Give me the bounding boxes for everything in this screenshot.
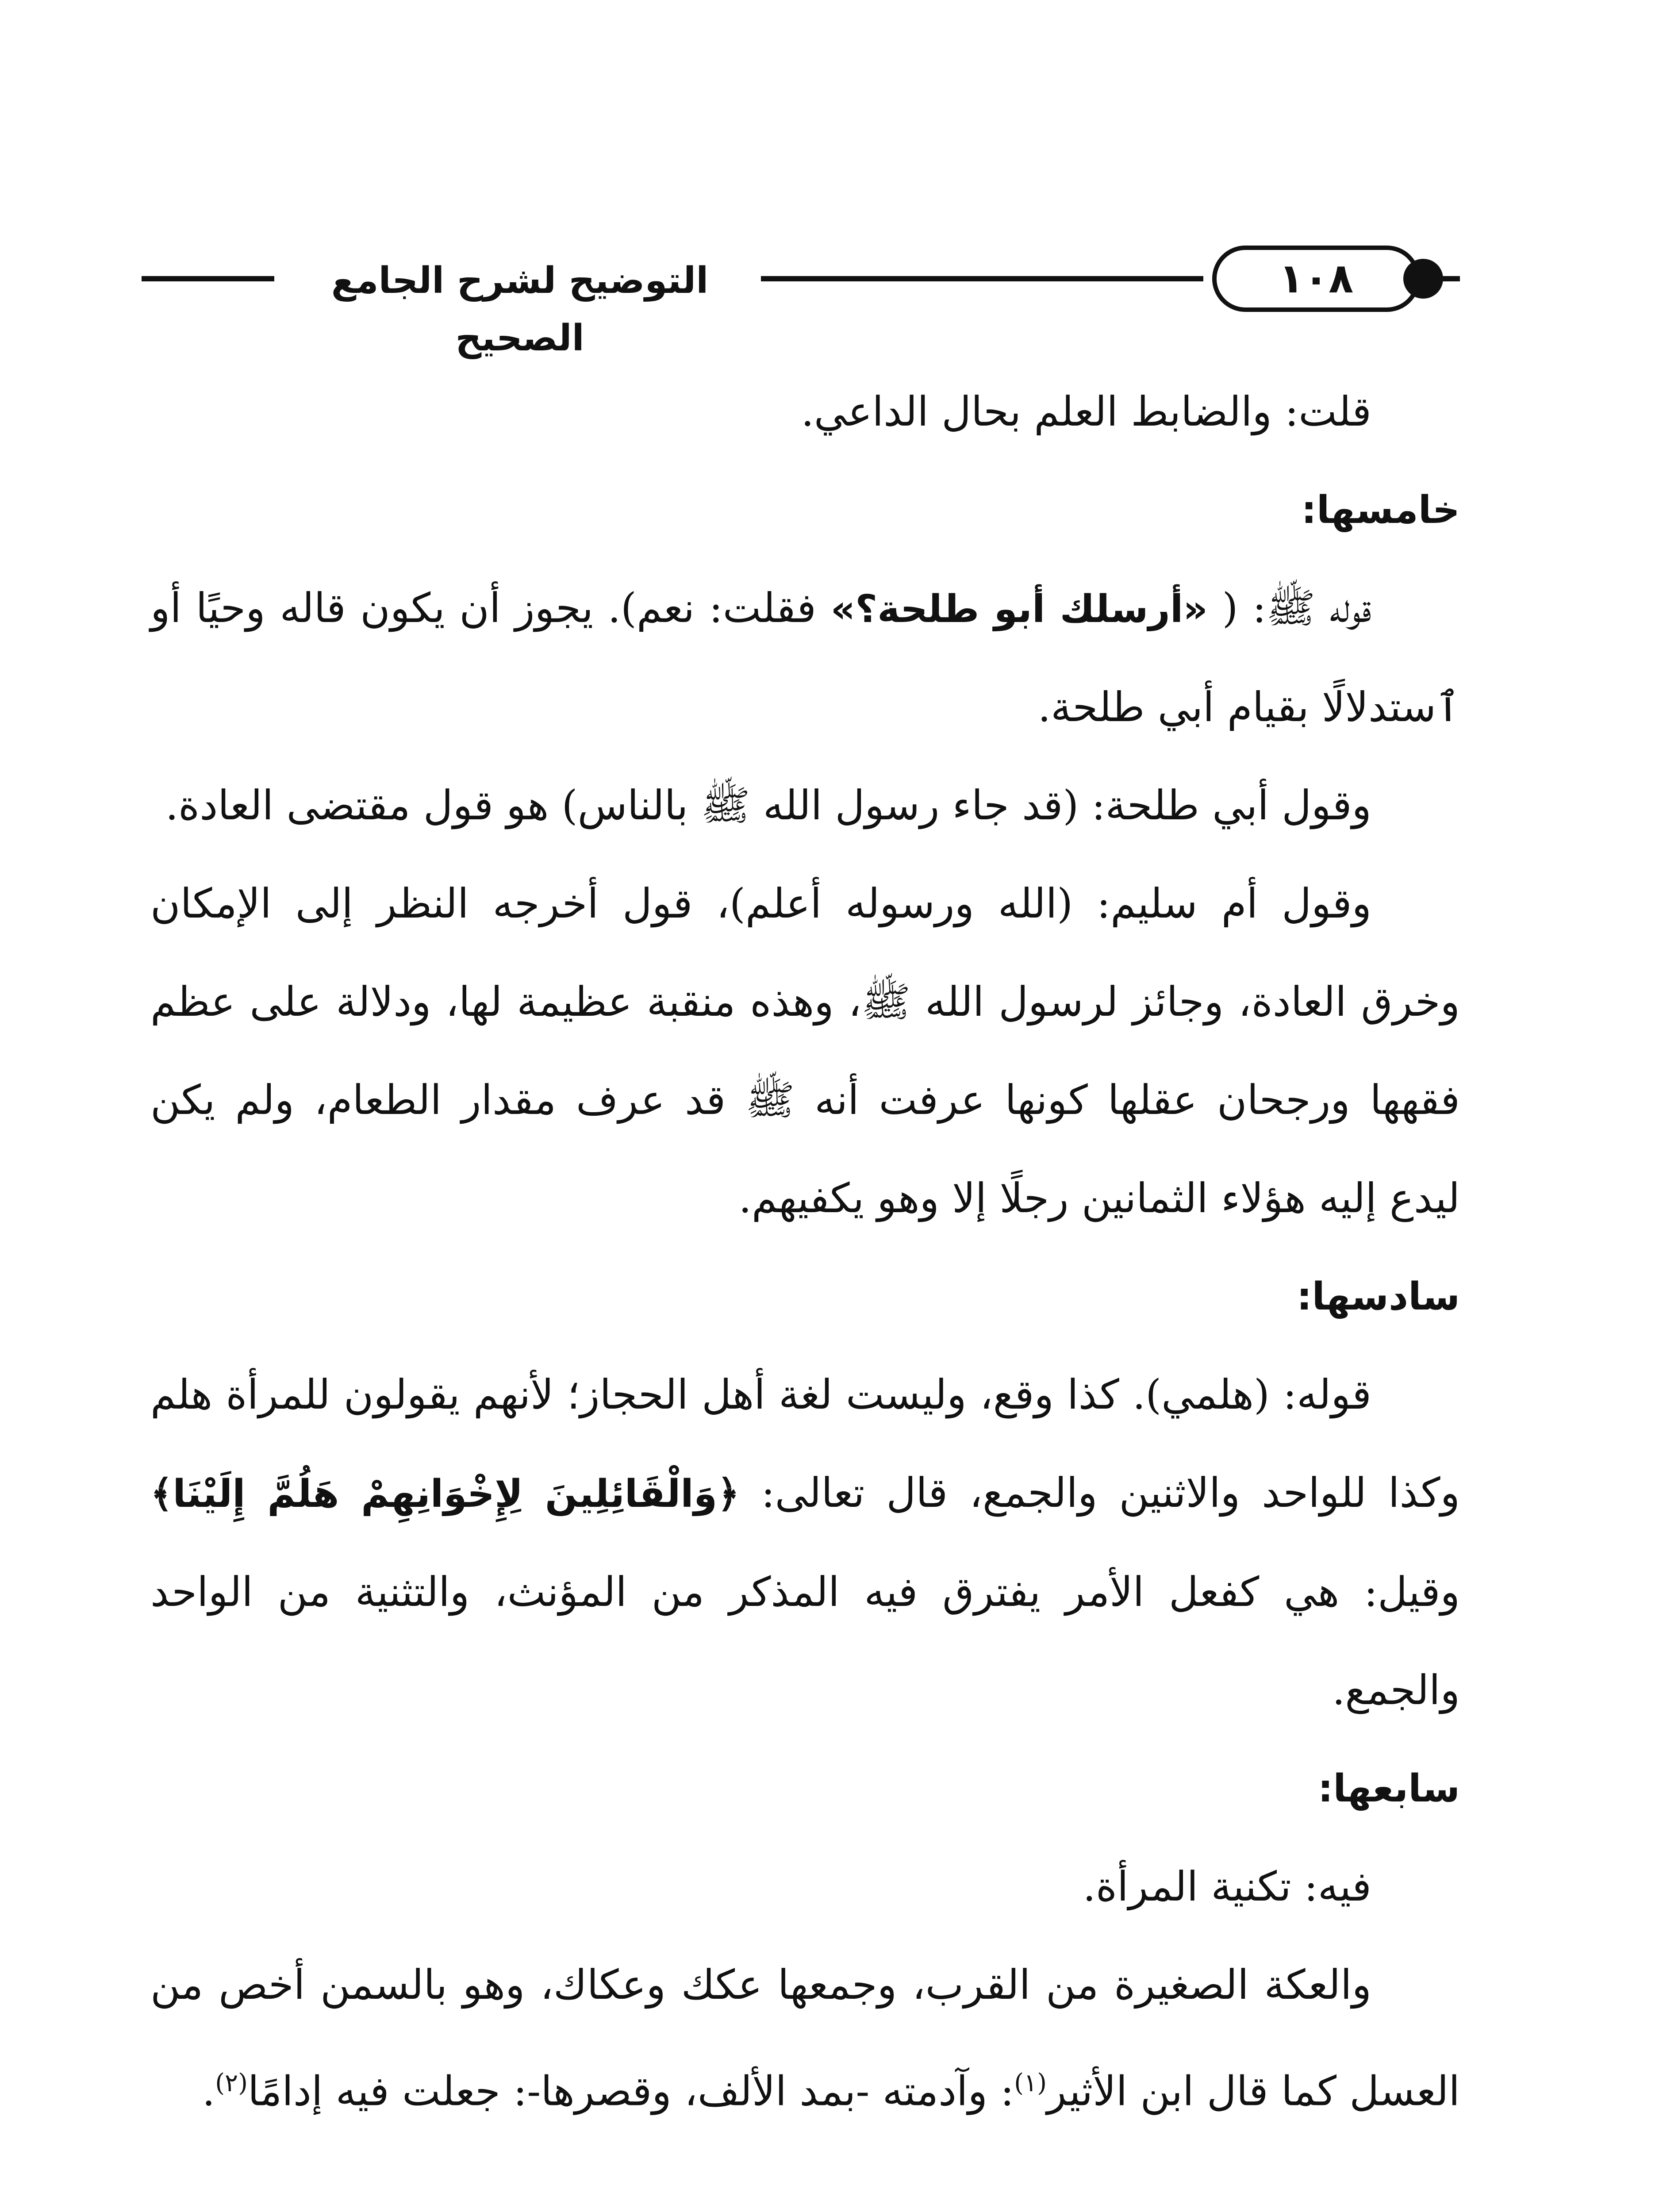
section-heading: سابعها:: [1317, 1767, 1460, 1811]
emphasized-text: «أرسلك أبو طلحة؟»: [830, 587, 1208, 631]
header-rule-right: [1425, 276, 1460, 281]
section-heading: خامسها:: [1301, 488, 1460, 532]
page-header: [142, 239, 1460, 359]
emphasized-text: ﴿وَالْقَائِلِينَ لِإِخْوَانِهِمْ هَلُمَّ إِلَيْنَا﴾: [150, 1472, 740, 1516]
footnote-reference: (١): [1014, 2069, 1047, 2097]
paragraph-text: قوله: (هلمي). كذا وقع، وليست لغة أهل الحجاز؛ لأنهم يقولون للمرأة هلم وكذا للواحد والاثنين والجمع، قال تعالى:: [150, 1371, 1460, 1517]
paragraph-text: .: [202, 2067, 215, 2115]
paragraph: وقول أبي طلحة: (قد جاء رسول الله ﷺ بالناس) هو قول مقتضى العادة.: [165, 782, 1371, 829]
section-heading: سادسها:: [1296, 1275, 1460, 1319]
paragraph: [150, 1936, 1460, 2141]
paragraph-text: وقيل: هي كفعل الأمر يفترق فيه المذكر من المؤنث، والتثنية من الواحد والجمع.: [150, 1568, 1460, 1714]
paragraph: [150, 559, 1460, 757]
paragraph: [150, 1346, 1460, 1740]
paragraph: قلت: والضابط العلم بحال الداعي.: [801, 388, 1371, 435]
page-number: ١٠٨: [1279, 255, 1354, 302]
footnote-reference: (٢): [215, 2069, 248, 2097]
paragraph-text: : وآدمته -بمد الألف، وقصرها-: جعلت فيه إدامًا: [247, 2067, 1014, 2115]
paragraph-text: والعكة الصغيرة من القرب، وجمعها عكك وعكاك، وهو بالسمن أخص من العسل كما قال ابن الأثير: [150, 1961, 1460, 2115]
header-rule-middle: [761, 276, 1203, 281]
header-rule-left: [142, 276, 274, 281]
page-number-badge: [1212, 246, 1420, 312]
running-title: التوضيح لشرح الجامع الصحيح: [331, 260, 709, 359]
main-text: [150, 363, 1460, 2141]
paragraph-text: قوله ﷺ: (: [1207, 584, 1371, 632]
paragraph: وقول أم سليم: (الله ورسوله أعلم)، قول أخرجه النظر إلى الإمكان وخرق العادة، وجائز لرسول الله ﷺ، وهذه منقبة عظيمة لها، ودلالة على عظم فقهها ورجحان عقلها كونها عرفت أنه ﷺ قد عرف مقدار الطعام، ولم يكن ليدع إليه هؤلاء الثمانين رجلًا إلا وهو يكفيهم.: [150, 880, 1460, 1222]
paragraph-text: فقلت: نعم). يجوز أن يكون قاله وحيًا أو ٱستدلالًا بقيام أبي طلحة.: [150, 584, 1460, 731]
paragraph: فيه: تكنية المرأة.: [1083, 1863, 1371, 1910]
